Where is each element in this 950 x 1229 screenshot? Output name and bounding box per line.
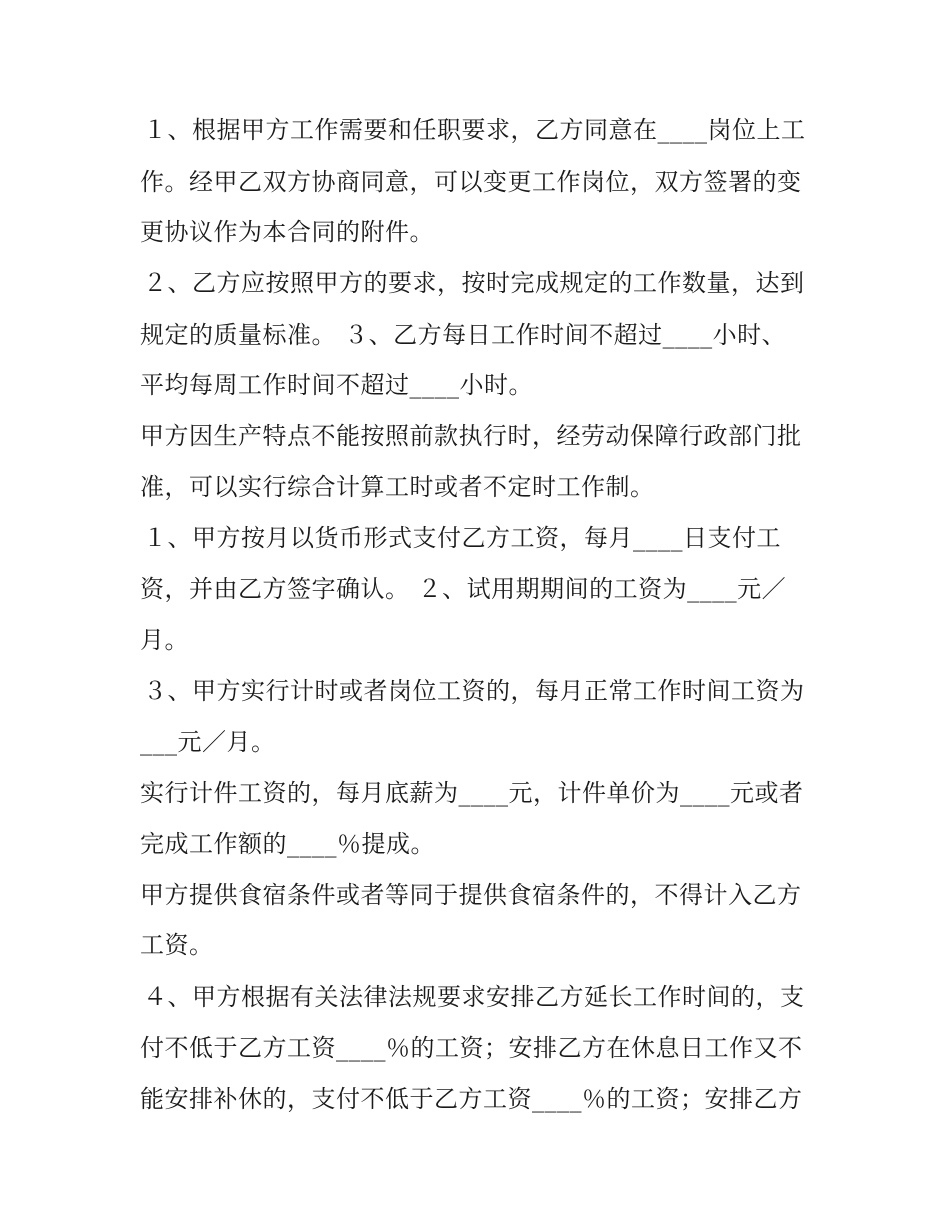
text-line: １、甲方按月以货币形式支付乙方工资，每月____日支付工 <box>143 524 781 552</box>
text-line: 月。 <box>140 626 189 654</box>
text-line: 付不低于乙方工资____％的工资；安排乙方在休息日工作又不 <box>140 1034 803 1062</box>
text-line: 规定的质量标准。 ３、乙方每日工作时间不超过____小时、 <box>140 321 787 349</box>
text-line: 更协议作为本合同的附件。 <box>140 218 434 246</box>
text-line: 甲方因生产特点不能按照前款执行时，经劳动保障行政部门批 <box>140 422 802 450</box>
text-line: 准，可以实行综合计算工时或者不定时工作制。 <box>140 473 655 501</box>
text-line: 能安排补休的，支付不低于乙方工资____％的工资；安排乙方 <box>140 1085 803 1113</box>
text-line: ４、甲方根据有关法律法规要求安排乙方延长工作时间的，支 <box>143 983 805 1011</box>
text-line: 作。经甲乙双方协商同意，可以变更工作岗位，双方签署的变 <box>140 168 802 196</box>
text-line: 实行计件工资的，每月底薪为____元，计件单价为____元或者 <box>140 779 804 807</box>
text-line: ３、甲方实行计时或者岗位工资的，每月正常工作时间工资为 <box>143 677 805 705</box>
text-line: ___元／月。 <box>140 728 276 756</box>
text-line: １、根据甲方工作需要和任职要求，乙方同意在____岗位上工 <box>143 116 806 144</box>
text-line: 平均每周工作时间不超过____小时。 <box>140 371 533 399</box>
text-line: ２、乙方应按照甲方的要求，按时完成规定的工作数量，达到 <box>143 269 805 297</box>
text-line: 资，并由乙方签字确认。 ２、试用期期间的工资为____元／ <box>140 575 787 603</box>
text-line: 甲方提供食宿条件或者等同于提供食宿条件的，不得计入乙方 <box>140 881 802 909</box>
text-line: 完成工作额的____％提成。 <box>140 830 435 858</box>
text-line: 工资。 <box>140 931 214 959</box>
